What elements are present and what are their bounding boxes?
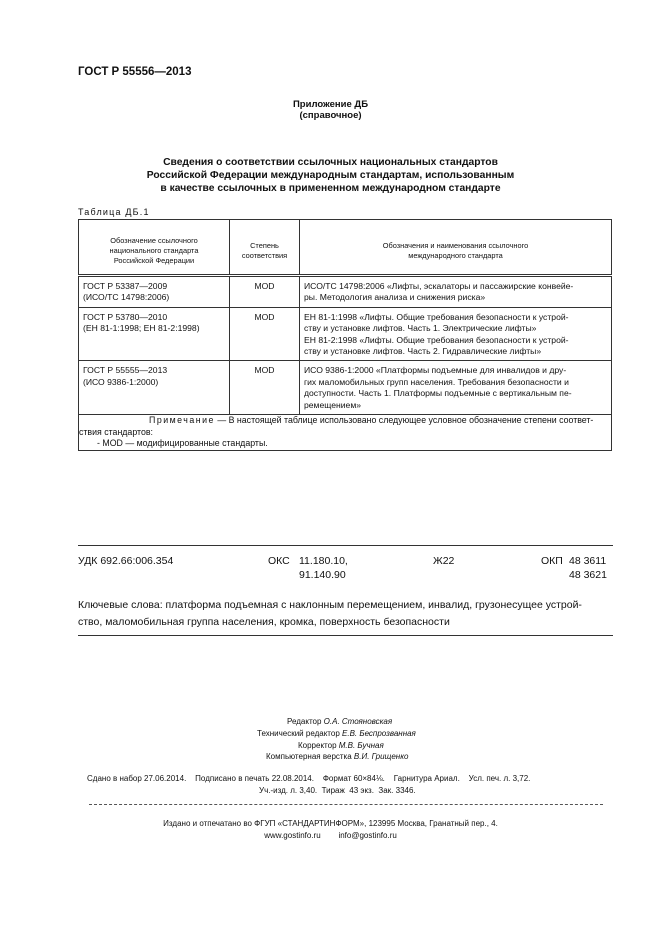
note-line: ствия стандартов:	[79, 426, 153, 437]
credit-role: Компьютерная верстка	[266, 752, 352, 762]
international-standard-text: ИСО 9386-1:2000 «Платформы подъемные для инвалидов и дру-	[304, 365, 567, 376]
header-text: национального стандарта	[109, 246, 199, 255]
header-national-standard	[79, 220, 230, 276]
credit-name: Е.В. Беспрозванная	[342, 728, 416, 738]
national-standard-cell	[79, 361, 230, 415]
printing-line: Уч.-изд. л. 3,40. Тираж 43 экз. Зак. 3346.	[259, 785, 416, 795]
udk-code: УДК 692.66:006.354	[78, 555, 174, 567]
table-row	[79, 361, 612, 415]
national-standard-ref: (ИСО 9386-1:2000)	[83, 376, 159, 387]
credit-name: М.В. Бучная	[338, 740, 384, 750]
section-title	[0, 156, 661, 196]
header-degree	[230, 220, 300, 276]
publisher-line: Издано и отпечатано во ФГУП «СТАНДАРТИНФОРМ», 123995 Москва, Гранатный пер., 4.	[163, 819, 498, 828]
oks-code: 11.180.10,	[299, 555, 348, 567]
divider	[78, 635, 613, 636]
international-standard-text: ству и установке лифтов. Часть 1. Электрические лифты»	[304, 323, 537, 334]
table-row	[79, 307, 612, 361]
national-standard: ГОСТ Р 53780—2010	[83, 311, 168, 322]
okp-code: 48 3621	[569, 569, 607, 581]
annex-title: Приложение ДБ	[292, 99, 369, 110]
international-standard-text: ству и установке лифтов. Часть 2. Гидравлические лифты»	[304, 346, 542, 357]
national-standard-ref: (ЕН 81-1:1998; ЕН 81-2:1998)	[83, 323, 200, 334]
dashed-divider	[89, 804, 603, 805]
international-standard-text: доступности. Часть 1. Платформы подъемные с вертикальным пе-	[304, 388, 572, 399]
keywords-line: ство, маломобильная группа населения, кромка, поверхность безопасности	[78, 615, 450, 628]
national-standard-ref: (ИСО/ТС 14798:2006)	[83, 292, 170, 303]
international-standard-cell	[300, 276, 612, 308]
international-standard-text: ИСО/ТС 14798:2006 «Лифты, эскалаторы и пассажирские конвейе-	[304, 281, 574, 291]
header-text: Обозначения и наименования ссылочного	[382, 241, 529, 250]
credits	[0, 716, 661, 763]
note-text: — В настоящей таблице использовано следующее условное обозначение степени соответ-	[214, 415, 594, 426]
header-text: международного стандарта	[408, 251, 503, 260]
credit-line	[0, 751, 661, 763]
annex-subtitle: (справочное)	[299, 110, 362, 121]
table-row	[79, 276, 612, 308]
section-title-line: Российской Федерации международным стандартам, использованным	[146, 170, 515, 182]
note-line	[79, 415, 611, 427]
note-line: - MOD — модифицированные стандарты.	[97, 438, 268, 449]
national-standard: ГОСТ Р 55555—2013	[83, 365, 168, 376]
publisher-contacts: www.gostinfo.ru info@gostinfo.ru	[264, 831, 397, 840]
keywords-line: Ключевые слова: платформа подъемная с наклонным перемещением, инвалид, грузонесущее устрой-	[78, 599, 582, 611]
credit-name: В.И. Грищенко	[353, 752, 409, 762]
international-standard-cell	[300, 307, 612, 361]
national-standard-cell	[79, 276, 230, 308]
national-standard-cell	[79, 307, 230, 361]
note-label: Примечание	[149, 415, 215, 426]
header-text: Обозначение ссылочного	[110, 236, 198, 245]
national-standard: ГОСТ Р 53387—2009	[83, 281, 168, 291]
credit-role: Редактор	[287, 717, 322, 726]
zh-code: Ж22	[433, 555, 455, 567]
printing-info	[87, 773, 607, 797]
table-note-row	[79, 415, 612, 451]
credit-line	[0, 716, 661, 728]
okp-code: 48 3611	[569, 555, 607, 567]
header-text: Российской Федерации	[113, 256, 195, 265]
table-caption: Таблица ДБ.1	[78, 207, 150, 217]
degree-cell: MOD	[230, 307, 300, 361]
section-title-line: в качестве ссылочных в примененном международном стандарте	[160, 183, 501, 195]
international-standard-text: гих маломобильных групп населения. Требования безопасности и	[304, 376, 569, 387]
header-international-standard	[300, 220, 612, 276]
oks-label: ОКС	[268, 555, 290, 567]
credit-role: Технический редактор	[257, 728, 340, 738]
keywords	[78, 597, 618, 630]
header-text: Степень	[250, 241, 279, 250]
document-header: ГОСТ Р 55556—2013	[78, 66, 192, 78]
table-note	[79, 415, 612, 451]
credit-name: О.А. Стояновская	[323, 717, 393, 726]
credit-role: Корректор	[298, 740, 337, 750]
credit-line	[0, 728, 661, 740]
international-standard-text: ЕН 81-2:1998 «Лифты. Общие требования безопасности к устрой-	[304, 334, 569, 345]
table-header-row	[79, 220, 612, 276]
degree-cell: MOD	[230, 361, 300, 415]
oks-code: 91.140.90	[299, 569, 346, 581]
section-title-line: Сведения о соответствии ссылочных национальных стандартов	[163, 157, 498, 168]
okp-label: ОКП	[541, 555, 563, 567]
credit-line	[0, 740, 661, 752]
divider	[78, 545, 613, 546]
international-standard-text: ЕН 81-1:1998 «Лифты. Общие требования безопасности к устрой-	[304, 311, 569, 322]
degree-cell: MOD	[230, 276, 300, 308]
header-text: соответствия	[241, 251, 288, 260]
printing-line: Сдано в набор 27.06.2014. Подписано в печать 22.08.2014. Формат 60×84⅛. Гарнитура Ариал. Усл. печ. л. 3,72.	[87, 774, 531, 783]
publisher-info	[0, 818, 661, 842]
international-standard-cell	[300, 361, 612, 415]
international-standard-text: ры. Методология анализа и снижения риска»	[304, 292, 486, 303]
international-standard-text: ремещением»	[304, 399, 362, 410]
correspondence-table	[78, 219, 612, 451]
